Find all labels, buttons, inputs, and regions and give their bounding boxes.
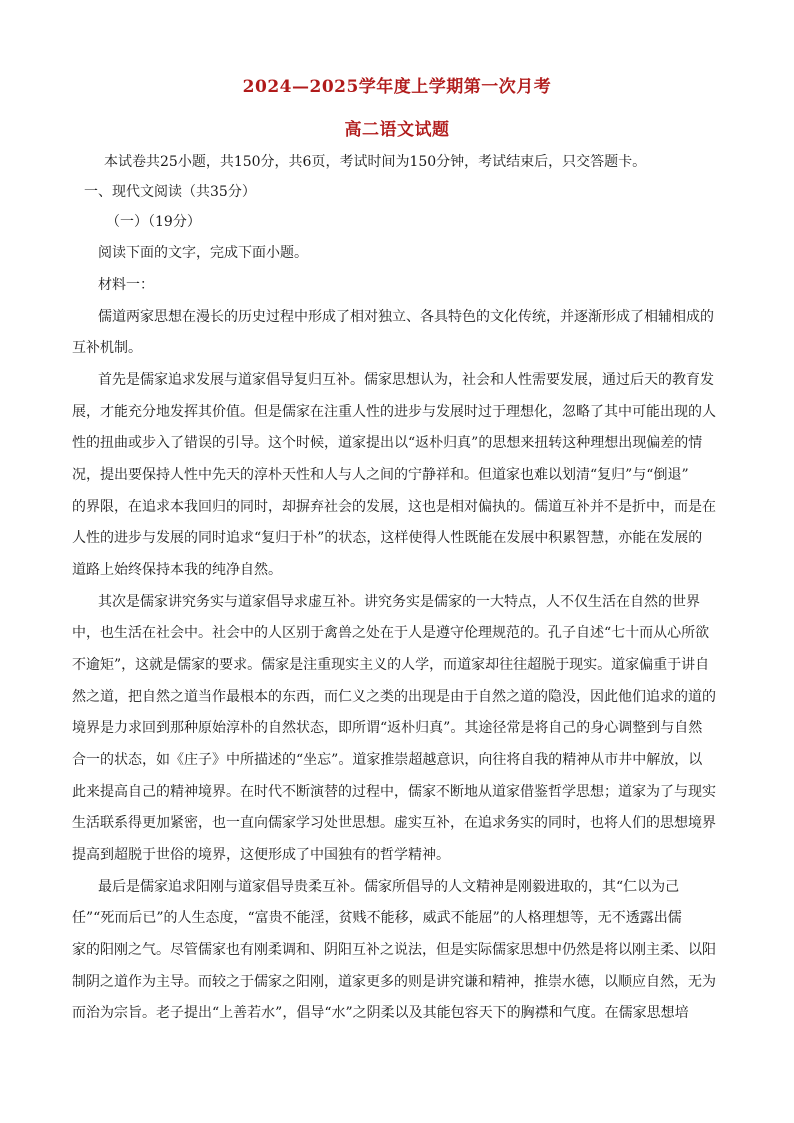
paragraph-line: 的界限，在追求本我回归的同时，却摒弃社会的发展，这也是相对偏执的。儒道互补并不是折中，而是在 <box>72 499 716 515</box>
exam-instructions: 本试卷共25小题，共150分，共6页，考试时间为150分钟，考试结束后，只交答题卡。 <box>104 154 647 170</box>
sub-section-heading: （一）（19分） <box>106 214 201 230</box>
paragraph-line: 提高到超脱于世俗的境界，这便形成了中国独有的哲学精神。 <box>72 847 450 863</box>
paragraph-line: 境界是力求回到那种原始淳朴的自然状态，即所谓“返朴归真”。其途径常是将自己的身心调整到与自然 <box>72 720 703 736</box>
exam-subtitle: 高二语文试题 <box>344 120 450 140</box>
material-label: 材料一： <box>98 277 154 293</box>
paragraph-line: 儒道两家思想在漫长的历史过程中形成了相对独立、各具特色的文化传统，并逐渐形成了相辅相成的 <box>98 309 714 325</box>
paragraph-line: 展，才能充分地发挥其价值。但是儒家在注重人性的进步与发展时过于理想化，忽略了其中可能出现的人 <box>72 404 716 420</box>
paragraph-line: 其次是儒家讲究务实与道家倡导求虚互补。讲究务实是儒家的一大特点，人不仅生活在自然的世界 <box>98 594 700 610</box>
reading-direction: 阅读下面的文字，完成下面小题。 <box>98 245 308 261</box>
exam-title: 2024—2025学年度上学期第一次月考 <box>242 77 552 97</box>
paragraph-line: 生活联系得更加紧密，也一直向儒家学习处世思想。虚实互补，在追求务实的同时，也将人们的思想境界 <box>72 815 716 831</box>
paragraph-line: 任”“死而后已”的人生态度，“富贵不能淫，贫贱不能移，威武不能屈”的人格理想等，无不透露出儒 <box>72 910 682 926</box>
paragraph-line: 合一的状态，如《庄子》中所描述的“坐忘”。道家推崇超越意识，向往将自我的精神从市井中解放，以 <box>72 752 703 768</box>
paragraph-line: 道路上始终保持本我的纯净自然。 <box>72 562 282 578</box>
section-heading: 一、现代文阅读（共35分） <box>84 184 256 200</box>
paragraph-line: 制阴之道作为主导。而较之于儒家之阳刚，道家更多的则是讲究谦和精神，推崇水德，以顺应自然，无为 <box>72 974 716 990</box>
paragraph-line: 首先是儒家追求发展与道家倡导复归互补。儒家思想认为，社会和人性需要发展，通过后天的教育发 <box>98 372 714 388</box>
paragraph-line: 然之道，把自然之道当作最根本的东西，而仁义之类的出现是由于自然之道的隐没，因此他们追求的道的 <box>72 689 716 705</box>
paragraph-line: 家的阳刚之气。尽管儒家也有刚柔调和、阴阳互补之说法，但是实际儒家思想中仍然是将以刚主柔、以阳 <box>72 942 716 958</box>
paragraph-line: 性的扭曲或步入了错误的引导。这个时候，道家提出以“返朴归真”的思想来扭转这种理想出现偏差的情 <box>72 435 703 451</box>
paragraph-line: 不逾矩”，这就是儒家的要求。儒家是注重现实主义的人学，而道家却往往超脱于现实。道家偏重于讲自 <box>72 657 710 673</box>
paragraph-line: 最后是儒家追求阳刚与道家倡导贵柔互补。儒家所倡导的人文精神是刚毅进取的，其“仁以为己 <box>98 879 680 895</box>
paragraph-line: 人性的进步与发展的同时追求“复归于朴”的状态，这样使得人性既能在发展中积累智慧，亦能在发展的 <box>72 530 703 546</box>
paragraph-line: 此来提高自己的精神境界。在时代不断演替的过程中，儒家不断地从道家借鉴哲学思想；道家为了与现实 <box>72 784 716 800</box>
paragraph-line: 中，也生活在社会中。社会中的人区别于禽兽之处在于人是遵守伦理规范的。孔子自述“七十而从心所欲 <box>72 625 710 641</box>
paragraph-line: 而治为宗旨。老子提出“上善若水”，倡导“水”之阴柔以及其能包容天下的胸襟和气度。在儒家思想培 <box>72 1005 689 1021</box>
paragraph-line: 互补机制。 <box>72 340 142 356</box>
paragraph-line: 况，提出要保持人性中先天的淳朴天性和人与人之间的宁静祥和。但道家也难以划清“复归”与“倒退” <box>72 467 689 483</box>
